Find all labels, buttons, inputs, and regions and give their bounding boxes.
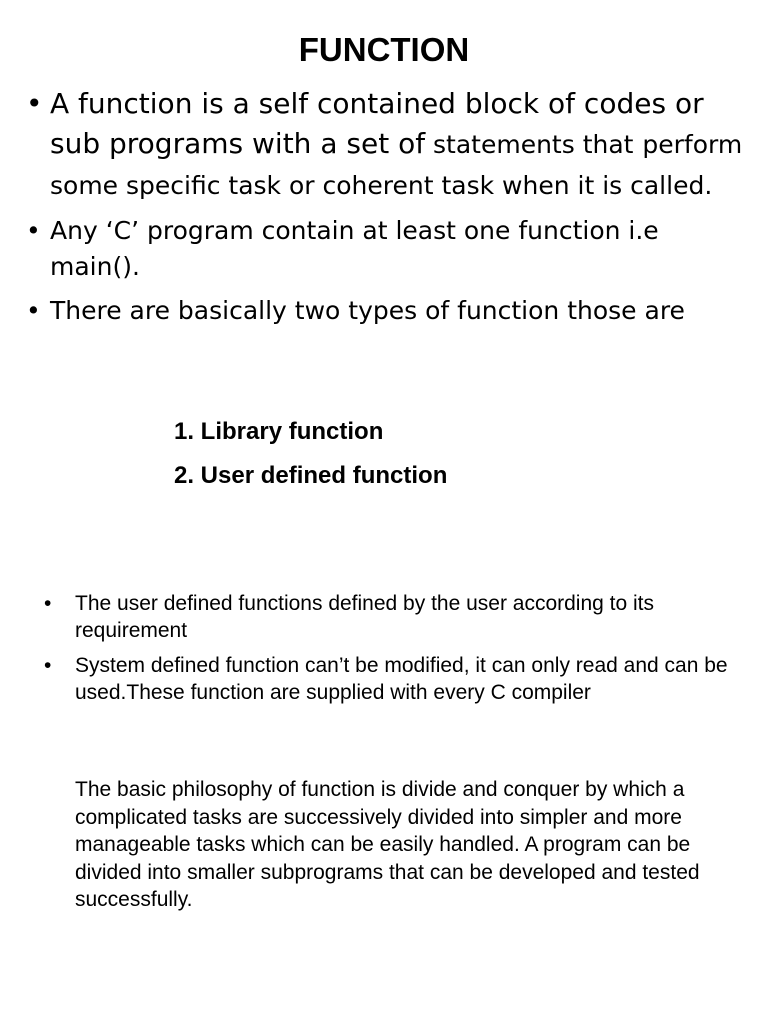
bullet-text-rest: perform some specific task or coherent task when it is called. [50, 130, 743, 200]
sub-bullet-user-defined [44, 590, 744, 644]
bullet-text-large: A function is a self contained block of codes or sub programs with a set of [50, 87, 704, 160]
bullet-text-small-tail: statements that [425, 130, 634, 159]
type-library-function: 1. Library function [174, 418, 384, 445]
function-types-list [174, 410, 447, 498]
bullet-dot-icon: • [26, 87, 43, 120]
bullet-dot-icon: • [26, 216, 41, 245]
type-user-defined-function: 2. User defined function [174, 462, 448, 489]
bullet-function-types [26, 293, 756, 329]
sub-bullet-text: System defined function can’t be modified, it can only read and can be used.These function are supplied with every C compiler [75, 654, 728, 704]
bullet-dot-icon: • [26, 296, 41, 325]
bullet-dot-icon: • [44, 654, 52, 677]
sub-bullet-text: The user defined functions defined by the user according to its requirement [75, 592, 655, 642]
bullet-dot-icon: • [44, 592, 52, 615]
page-title: FUNCTION [298, 31, 470, 68]
bullet-main-function [26, 213, 756, 285]
bullet-text: Any ‘C’ program contain at least one function i.e main(). [50, 216, 659, 281]
sub-bullet-list [44, 590, 744, 714]
bullet-function-definition [26, 84, 756, 205]
philosophy-paragraph: The basic philosophy of function is divide and conquer by which a complicated tasks are successively divided into simpler and more manageable tasks which can be easily handled. A program can be divided into smaller subprograms that can be developed and tested successfully. [75, 778, 700, 911]
bullet-text: There are basically two types of function those are [50, 296, 685, 325]
sub-bullet-system-defined [44, 652, 744, 706]
main-bullet-list [26, 84, 756, 337]
